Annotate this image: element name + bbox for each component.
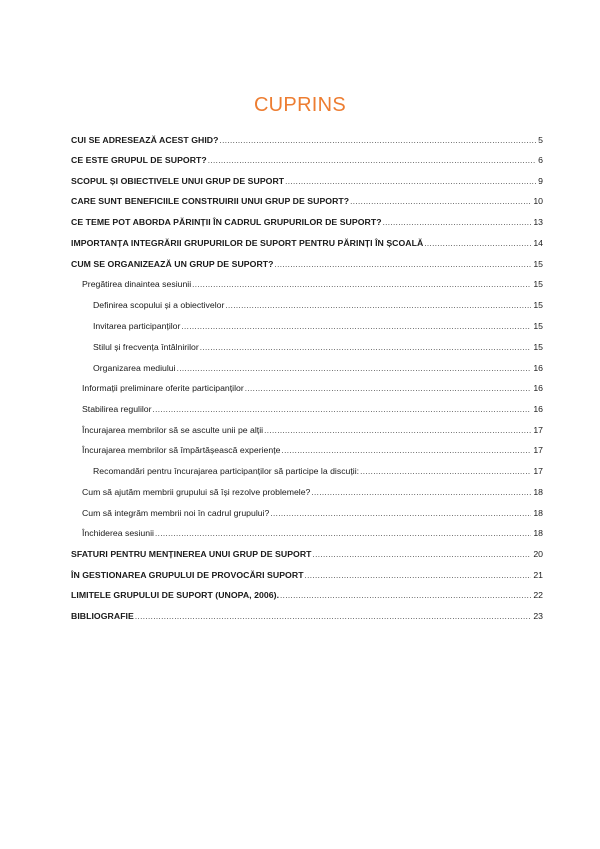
toc-dot-leader: [192, 277, 531, 292]
toc-entry-label[interactable]: LIMITELE GRUPULUI DE SUPORT (UNOPA, 2006).: [71, 590, 280, 600]
toc-entry[interactable]: [71, 587, 543, 603]
toc-entry-page-number: 14: [533, 238, 543, 248]
toc-entry[interactable]: [93, 463, 543, 479]
toc-entry-label[interactable]: SFATURI PENTRU MENȚINEREA UNUI GRUP DE SUPORT: [71, 549, 312, 559]
toc-entry-label[interactable]: Încurajarea membrilor să se asculte unii pe alții: [82, 425, 264, 435]
toc-entry-page-number: 15: [533, 321, 543, 331]
toc-dot-leader: [274, 257, 531, 272]
toc-entry-label[interactable]: CARE SUNT BENEFICIILE CONSTRUIRII UNUI GRUP DE SUPORT?: [71, 196, 350, 206]
toc-dot-leader: [281, 443, 531, 458]
toc-entry-page-number: 15: [533, 342, 543, 352]
toc-entry-label[interactable]: Definirea scopului și a obiectivelor: [93, 300, 225, 310]
toc-dot-leader: [285, 174, 536, 189]
toc-entry-label[interactable]: Cum să integrăm membrii noi în cadrul grupului?: [82, 508, 270, 518]
toc-entry-page-number: 18: [533, 508, 543, 518]
toc-entry-page-number: 17: [533, 425, 543, 435]
toc-dot-leader: [220, 133, 537, 148]
toc-entry[interactable]: [71, 173, 543, 189]
toc-entry-label[interactable]: Invitarea participanților: [93, 321, 181, 331]
toc-dot-leader: [280, 588, 531, 603]
toc-title: CUPRINS: [253, 94, 347, 116]
toc-entry[interactable]: [93, 339, 543, 355]
toc-dot-leader: [225, 298, 531, 313]
toc-entry-label[interactable]: SCOPUL ȘI OBIECTIVELE UNUI GRUP DE SUPORT: [71, 176, 285, 186]
toc-dot-leader: [311, 485, 531, 500]
toc-dot-leader: [305, 568, 532, 583]
toc-entry-page-number: 17: [533, 445, 543, 455]
toc-dot-leader: [360, 464, 531, 479]
toc-entry-label[interactable]: Recomandări pentru încurajarea participanților să participe la discuții:: [93, 466, 360, 476]
toc-entry-page-number: 17: [533, 466, 543, 476]
toc-entry-page-number: 16: [533, 363, 543, 373]
toc-entry-page-number: 6: [538, 155, 543, 165]
toc-entry-page-number: 15: [533, 259, 543, 269]
toc-entry-label[interactable]: Organizarea mediului: [93, 363, 176, 373]
toc-entry[interactable]: [71, 608, 543, 624]
toc-dot-leader: [383, 215, 532, 230]
toc-dot-leader: [264, 423, 531, 438]
toc-entry-page-number: 21: [533, 570, 543, 580]
toc-dot-leader: [270, 506, 531, 521]
toc-entry[interactable]: [71, 546, 543, 562]
toc-entry-page-number: 16: [533, 383, 543, 393]
toc-entry[interactable]: [82, 525, 543, 541]
toc-entry[interactable]: [82, 422, 543, 438]
toc-entry-page-number: 18: [533, 528, 543, 538]
toc-dot-leader: [313, 547, 532, 562]
toc-entry-page-number: 15: [533, 300, 543, 310]
toc-entry-label[interactable]: Închiderea sesiunii: [82, 528, 154, 538]
toc-entry[interactable]: [71, 152, 543, 168]
toc-entry-page-number: 10: [533, 196, 543, 206]
toc-entry-label[interactable]: IMPORTANȚA INTEGRĂRII GRUPURILOR DE SUPORT PENTRU PĂRINȚI ÎN ȘCOALĂ: [71, 238, 424, 248]
toc-entry-label[interactable]: ÎN GESTIONAREA GRUPULUI DE PROVOCĂRI SUPORT: [71, 570, 304, 580]
toc-entry-page-number: 9: [538, 176, 543, 186]
toc-dot-leader: [177, 361, 532, 376]
toc-entry-page-number: 18: [533, 487, 543, 497]
toc-entry[interactable]: [82, 276, 543, 292]
toc-entry[interactable]: [82, 442, 543, 458]
toc-entry[interactable]: [93, 360, 543, 376]
toc-entry[interactable]: [71, 256, 543, 272]
toc-dot-leader: [135, 609, 531, 624]
toc-entry-label[interactable]: BIBLIOGRAFIE: [71, 611, 134, 621]
toc-dot-leader: [424, 236, 531, 251]
toc-entry[interactable]: [82, 484, 543, 500]
toc-entry[interactable]: [71, 132, 543, 148]
toc-entry-page-number: 22: [533, 590, 543, 600]
toc-entry[interactable]: [82, 380, 543, 396]
toc-entry-label[interactable]: Informații preliminare oferite participanților: [82, 383, 244, 393]
toc-entry[interactable]: [93, 297, 543, 313]
toc-entry-label[interactable]: Încurajarea membrilor să împărtășească experiențe: [82, 445, 281, 455]
toc-entry-page-number: 13: [533, 217, 543, 227]
toc-entry-label[interactable]: Pregătirea dinaintea sesiunii: [82, 279, 192, 289]
toc-entry-label[interactable]: CUM SE ORGANIZEAZĂ UN GRUP DE SUPORT?: [71, 259, 274, 269]
toc-entry-page-number: 20: [533, 549, 543, 559]
toc-entry-label[interactable]: CUI SE ADRESEAZĂ ACEST GHID?: [71, 135, 219, 145]
toc-entry-page-number: 16: [533, 404, 543, 414]
toc-entry[interactable]: [82, 401, 543, 417]
toc-dot-leader: [200, 340, 532, 355]
toc-entry[interactable]: [71, 235, 543, 251]
toc-entry-label[interactable]: CE TEME POT ABORDA PĂRINȚII ÎN CADRUL GRUPURILOR DE SUPORT?: [71, 217, 382, 227]
toc-entry-page-number: 5: [538, 135, 543, 145]
toc-entry[interactable]: [71, 214, 543, 230]
toc-dot-leader: [181, 319, 531, 334]
toc-dot-leader: [245, 381, 532, 396]
toc-dot-leader: [208, 153, 536, 168]
toc-entry[interactable]: [82, 505, 543, 521]
toc-entry-label[interactable]: CE ESTE GRUPUL DE SUPORT?: [71, 155, 207, 165]
toc-dot-leader: [153, 402, 532, 417]
toc-dot-leader: [155, 526, 531, 541]
toc-entry-label[interactable]: Stilul și frecvența întâlnirilor: [93, 342, 199, 352]
toc-entry[interactable]: [93, 318, 543, 334]
toc-entry-page-number: 23: [533, 611, 543, 621]
toc-entry-page-number: 15: [533, 279, 543, 289]
toc-dot-leader: [350, 194, 531, 209]
toc-entry-label[interactable]: Stabilirea regulilor: [82, 404, 152, 414]
toc-entry[interactable]: [71, 567, 543, 583]
toc-entry-label[interactable]: Cum să ajutăm membrii grupului să își rezolve problemele?: [82, 487, 311, 497]
toc-entry[interactable]: [71, 193, 543, 209]
